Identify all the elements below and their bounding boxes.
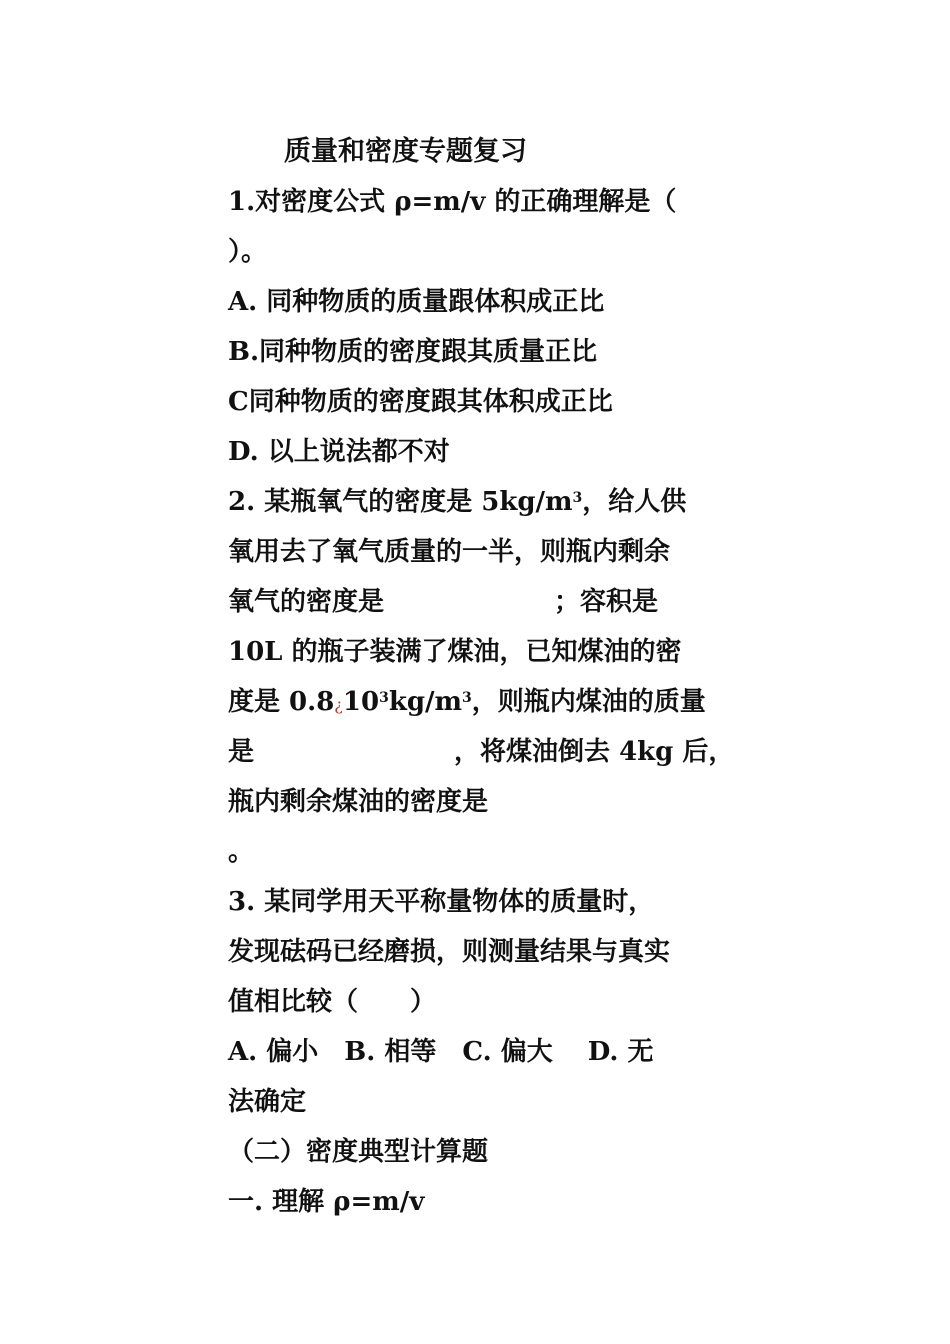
q2-line5: 度是 $0.8¿10^3kg/m^3$，则瓶内煤油的质量	[228, 687, 706, 717]
q3-line2: 发现砝码已经磨损，则测量结果与真实	[228, 937, 671, 967]
q2-line4: 10L 的瓶子装满了煤油，已知煤油的密	[228, 637, 682, 667]
q2-line3: 氧气的密度是 ；容积是	[228, 587, 659, 617]
document-title: 质量和密度专题复习	[284, 136, 527, 167]
q1-option-d: D. 以上说法都不对	[228, 437, 450, 467]
q1-option-a: A. 同种物质的质量跟体积成正比	[228, 287, 605, 317]
q2-line1: 2. 某瓶氧气的密度是 $5kg/m^3$，给人供	[228, 487, 687, 517]
q1-option-c: C同种物质的密度跟其体积成正比	[228, 387, 613, 417]
q2-line8: 。	[228, 837, 255, 867]
garbled-symbol: ¿	[334, 695, 343, 714]
q1-option-b: B.同种物质的密度跟其质量正比	[228, 337, 598, 367]
q1-stem-line1: 1.对密度公式 ρ=m/v 的正确理解是（	[228, 187, 677, 217]
q3-line1: 3. 某同学用天平称量物体的质量时，	[228, 887, 655, 917]
q2-line7: 瓶内剩余煤油的密度是	[228, 787, 489, 817]
q2-line2: 氧用去了氧气质量的一半，则瓶内剩余	[228, 537, 671, 567]
q1-stem-line2: ）。	[228, 237, 268, 267]
q3-options: A. 偏小 B. 相等 C. 偏大 D. 无	[228, 1037, 654, 1067]
subsection-heading: 一. 理解 ρ=m/v	[228, 1187, 425, 1217]
q2-line6: 是 ，将煤油倒去 4kg 后，	[228, 737, 735, 767]
section-heading: （二）密度典型计算题	[228, 1137, 489, 1167]
q3-line3: 值相比较（ ）	[228, 987, 437, 1017]
q3-options-continued: 法确定	[228, 1087, 307, 1117]
